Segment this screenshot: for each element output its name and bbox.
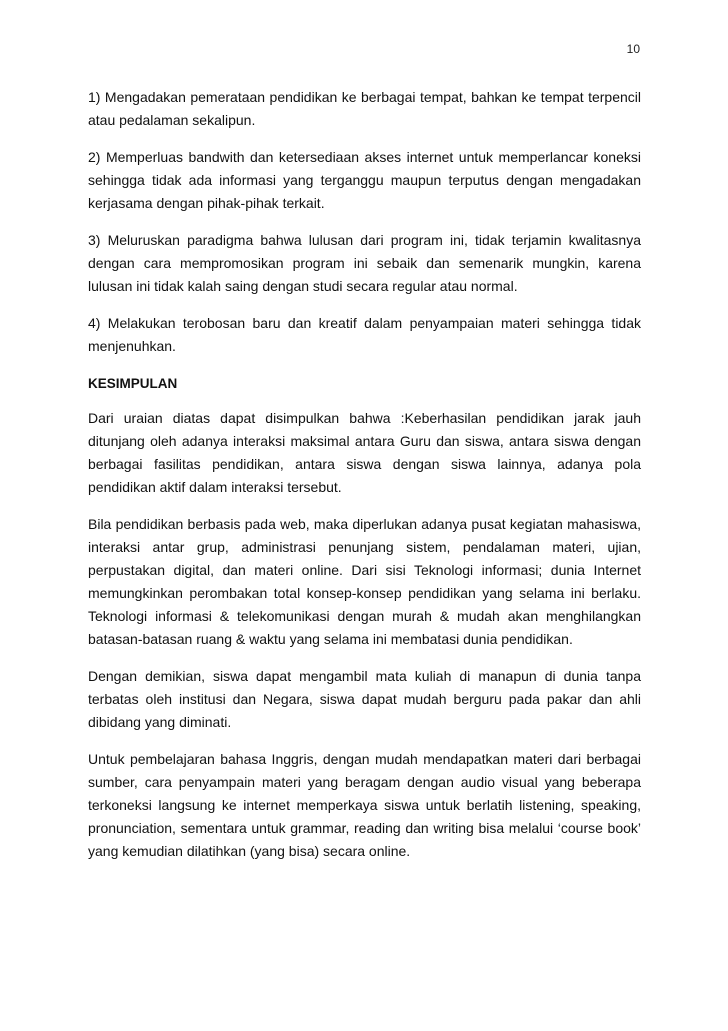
section-heading: KESIMPULAN bbox=[88, 376, 178, 391]
document-body bbox=[88, 86, 641, 877]
conclusion-paragraph-3: Dengan demikian, siswa dapat mengambil mata kuliah di manapun di dunia tanpa terbatas oleh institusi dan Negara, siswa dapat mudah berguru pada pakar dan ahli dibidang yang diminati. bbox=[88, 668, 641, 730]
conclusion-paragraph-4: Untuk pembelajaran bahasa Inggris, dengan mudah mendapatkan materi dari berbagai sumber, cara penyampain materi yang beragam dengan audio visual yang beberapa terkoneksi langsung ke internet memperkaya siswa untuk berlatih listening, speaking, pronunciation, sementara untuk grammar, reading dan writing bisa melalui ‘course book’ yang kemudian dilatihkan (yang bisa) secara online. bbox=[88, 751, 641, 859]
conclusion-paragraph-2: Bila pendidikan berbasis pada web, maka diperlukan adanya pusat kegiatan mahasiswa, interaksi antar grup, administrasi penunjang sistem, pendalaman materi, ujian, perpustakan digital, dan materi online. Dari sisi Teknologi informasi; dunia Internet memungkinkan perombakan total konsep-konsep pendidikan yang selama ini berlaku. Teknologi informasi & telekomunikasi dengan murah & mudah akan menghilangkan batasan-batasan ruang & waktu yang selama ini membatasi dunia pendidikan. bbox=[88, 516, 641, 647]
list-item-1: 1) Mengadakan pemerataan pendidikan ke berbagai tempat, bahkan ke tempat terpencil atau pedalaman sekalipun. bbox=[88, 89, 641, 128]
page-number: 10 bbox=[626, 42, 640, 56]
conclusion-paragraph-1: Dari uraian diatas dapat disimpulkan bahwa :Keberhasilan pendidikan jarak jauh ditunjang oleh adanya interaksi maksimal antara Guru dan siswa, antara siswa dengan berbagai fasilitas pendidikan, antara siswa dengan siswa lainnya, adanya pola pendidikan aktif dalam interaksi tersebut. bbox=[88, 410, 641, 495]
list-item-4: 4) Melakukan terobosan baru dan kreatif dalam penyampaian materi sehingga tidak menjenuhkan. bbox=[88, 315, 641, 354]
list-item-3: 3) Meluruskan paradigma bahwa lulusan dari program ini, tidak terjamin kwalitasnya dengan cara mempromosikan program ini sebaik dan semenarik mungkin, karena lulusan ini tidak kalah saing dengan studi secara regular atau normal. bbox=[88, 232, 641, 294]
list-item-2: 2) Memperluas bandwith dan ketersediaan akses internet untuk memperlancar koneksi sehingga tidak ada informasi yang terganggu maupun terputus dengan mengadakan kerjasama dengan pihak-pihak terkait. bbox=[88, 149, 641, 211]
